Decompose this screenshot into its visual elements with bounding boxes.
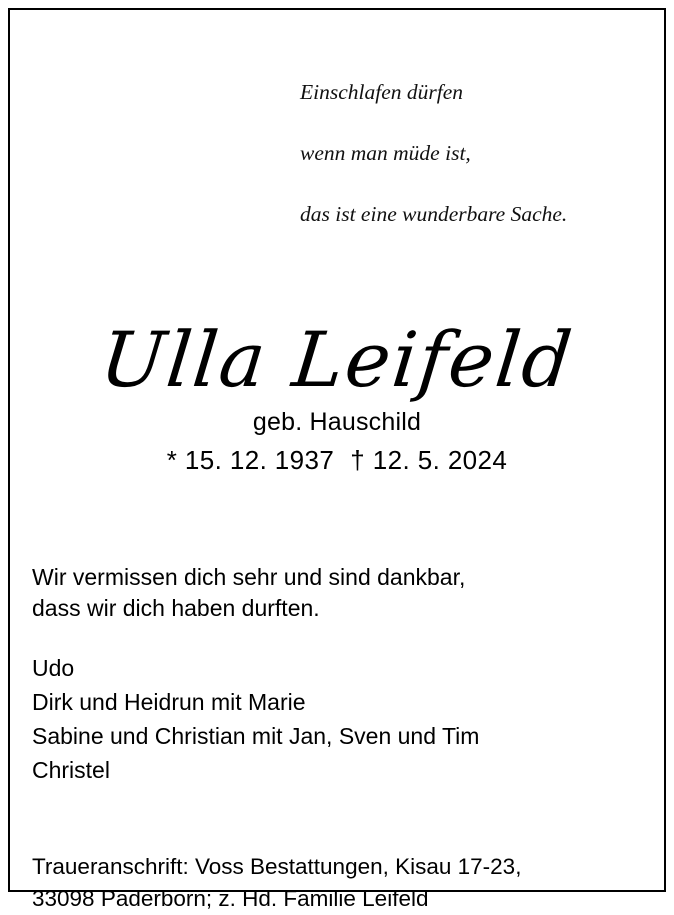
mourner-line-1: Udo <box>32 655 75 682</box>
motto-line-1: Einschlafen dürfen <box>300 79 464 104</box>
deceased-name: Ulla Leifeld <box>96 314 578 404</box>
motto-line-3: das ist eine wunderbare Sache. <box>300 201 568 226</box>
motto-line-2: wenn man müde ist, <box>300 140 471 165</box>
mourner-line-2: Dirk und Heidrun mit Marie <box>32 689 306 716</box>
notice-content <box>10 10 664 912</box>
address-line-2: 33098 Paderborn; z. Hd. Familie Leifeld <box>32 886 429 912</box>
mourner-line-3: Sabine und Christian mit Jan, Sven und Tim <box>32 723 480 750</box>
life-dates <box>32 445 642 476</box>
address-block <box>32 851 642 915</box>
birth-date: * 15. 12. 1937 <box>166 444 335 475</box>
address-line-1: Traueranschrift: Voss Bestattungen, Kisau 17-23, <box>32 854 522 880</box>
message-block <box>32 562 642 625</box>
death-date: † 12. 5. 2024 <box>350 444 508 475</box>
mourners-block <box>32 651 642 787</box>
name-block <box>32 314 642 476</box>
message-line-1: Wir vermissen dich sehr und sind dankbar, <box>32 563 466 590</box>
message-line-2: dass wir dich haben durften. <box>32 595 320 622</box>
maiden-name: geb. Hauschild <box>252 407 422 436</box>
motto-block <box>300 46 642 260</box>
mourner-line-4: Christel <box>32 757 110 784</box>
